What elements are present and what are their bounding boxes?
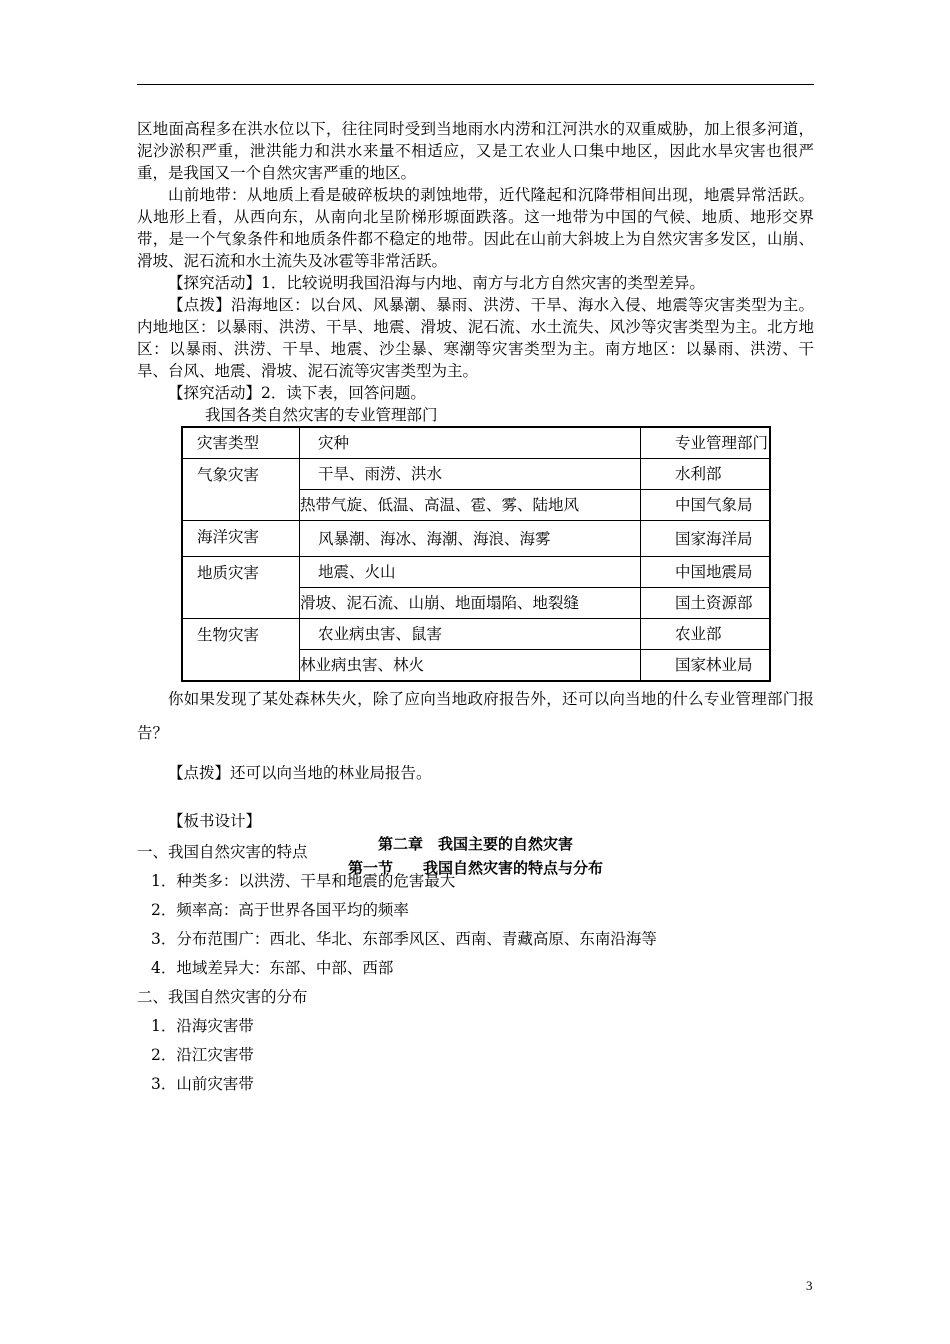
cell-type-geological: 地质灾害	[182, 557, 300, 619]
table-row	[182, 459, 770, 490]
paragraph-piedmont: 山前地带：从地质上看是破碎板块的剥蚀地带，近代隆起和沉降带相间出现，地震异常活跃。从地形上看，从西向东，从南向北呈阶梯形塬面跌落。这一地带为中国的气候、地质、地形交界带，是一个气象条件和地质条件都不稳定的地带。因此在山前大斜坡上为自然灾害多发区，山崩、滑坡、泥石流和水土流失及冰雹等非常活跃。	[137, 186, 814, 270]
header-rule	[137, 84, 814, 85]
paragraph-coastal-continued: 区地面高程多在洪水位以下，往往同时受到当地雨水内涝和江河洪水的双重威胁，加上很多河道，泥沙淤积严重，泄洪能力和洪水来量不相适应，又是工农业人口集中地区，因此水旱灾害也很严重，是我国又一个自然灾害严重的地区。	[137, 120, 814, 182]
cell-dept: 中国地震局	[641, 557, 771, 588]
outline-item: 4．地域差异大：东部、中部、西部	[151, 959, 394, 977]
cell-kind: 风暴潮、海冰、海潮、海浪、海雾	[300, 521, 641, 557]
cell-kind: 林业病虫害、林火	[300, 650, 641, 682]
table-row	[182, 619, 770, 650]
cell-dept: 国土资源部	[641, 588, 771, 619]
outline-item: 3．山前灾害带	[151, 1075, 254, 1093]
cell-kind: 农业病虫害、鼠害	[300, 619, 641, 650]
cell-dept: 国家林业局	[641, 650, 771, 682]
cell-type-meteorological: 气象灾害	[182, 459, 300, 521]
hint-1: 【点拨】沿海地区：以台风、风暴潮、暴雨、洪涝、干旱、海水入侵、地震等灾害类型为主。内地地区：以暴雨、洪涝、干旱、地震、滑坡、泥石流、水土流失、风沙等灾害类型为主。北方地区：以暴雨、洪涝、干旱、地震、沙尘暴、寒潮等灾害类型为主。南方地区：以暴雨、洪涝、干旱、台风、地震、滑坡、泥石流等灾害类型为主。	[137, 296, 814, 380]
outline-item: 1．种类多：以洪涝、干旱和地震的危害最大	[151, 872, 456, 890]
table-caption: 我国各类自然灾害的专业管理部门	[205, 406, 438, 424]
page-number: 3	[806, 1278, 813, 1293]
cell-dept: 农业部	[641, 619, 771, 650]
outline-item: 2．频率高：高于世界各国平均的频率	[151, 901, 409, 919]
cell-dept: 中国气象局	[641, 490, 771, 521]
activity-2: 【探究活动】2．读下表，回答问题。	[168, 384, 426, 402]
header-dept: 专业管理部门	[641, 427, 771, 459]
cell-kind: 地震、火山	[300, 557, 641, 588]
table-header-row	[182, 427, 770, 459]
outline-heading-distribution: 二、我国自然灾害的分布	[137, 988, 308, 1006]
board-design-label: 【板书设计】	[168, 812, 262, 830]
hazard-management-table	[181, 426, 771, 682]
header-type: 灾害类型	[182, 427, 300, 459]
table-row	[182, 557, 770, 588]
hint-2: 【点拨】还可以向当地的林业局报告。	[168, 764, 432, 782]
cell-kind: 滑坡、泥石流、山崩、地面塌陷、地裂缝	[300, 588, 641, 619]
outline-heading-features: 一、我国自然灾害的特点	[137, 843, 308, 861]
outline-item: 2．沿江灾害带	[151, 1046, 254, 1064]
question-text: 你如果发现了某处森林失火，除了应向当地政府报告外，还可以向当地的什么专业管理部门报告？	[137, 690, 814, 742]
cell-kind: 热带气旋、低温、高温、雹、雾、陆地风	[300, 490, 641, 521]
cell-dept: 国家海洋局	[641, 521, 771, 557]
board-outline	[137, 838, 814, 1099]
page-body	[137, 118, 814, 880]
activity-1: 【探究活动】1．比较说明我国沿海与内地、南方与北方自然灾害的类型差异。	[168, 274, 705, 292]
cell-type-marine: 海洋灾害	[182, 521, 300, 557]
outline-item: 1．沿海灾害带	[151, 1017, 254, 1035]
outline-item: 3．分布范围广：西北、华北、东部季风区、西南、青藏高原、东南沿海等	[151, 930, 657, 948]
table-row	[182, 521, 770, 557]
cell-dept: 水利部	[641, 459, 771, 490]
chapter-title: 第二章 我国主要的自然灾害	[377, 835, 573, 853]
section-title: 第一节 我国自然灾害的特点与分布	[347, 859, 603, 877]
header-kind: 灾种	[300, 427, 641, 459]
cell-kind: 干旱、雨涝、洪水	[300, 459, 641, 490]
cell-type-biological: 生物灾害	[182, 619, 300, 682]
